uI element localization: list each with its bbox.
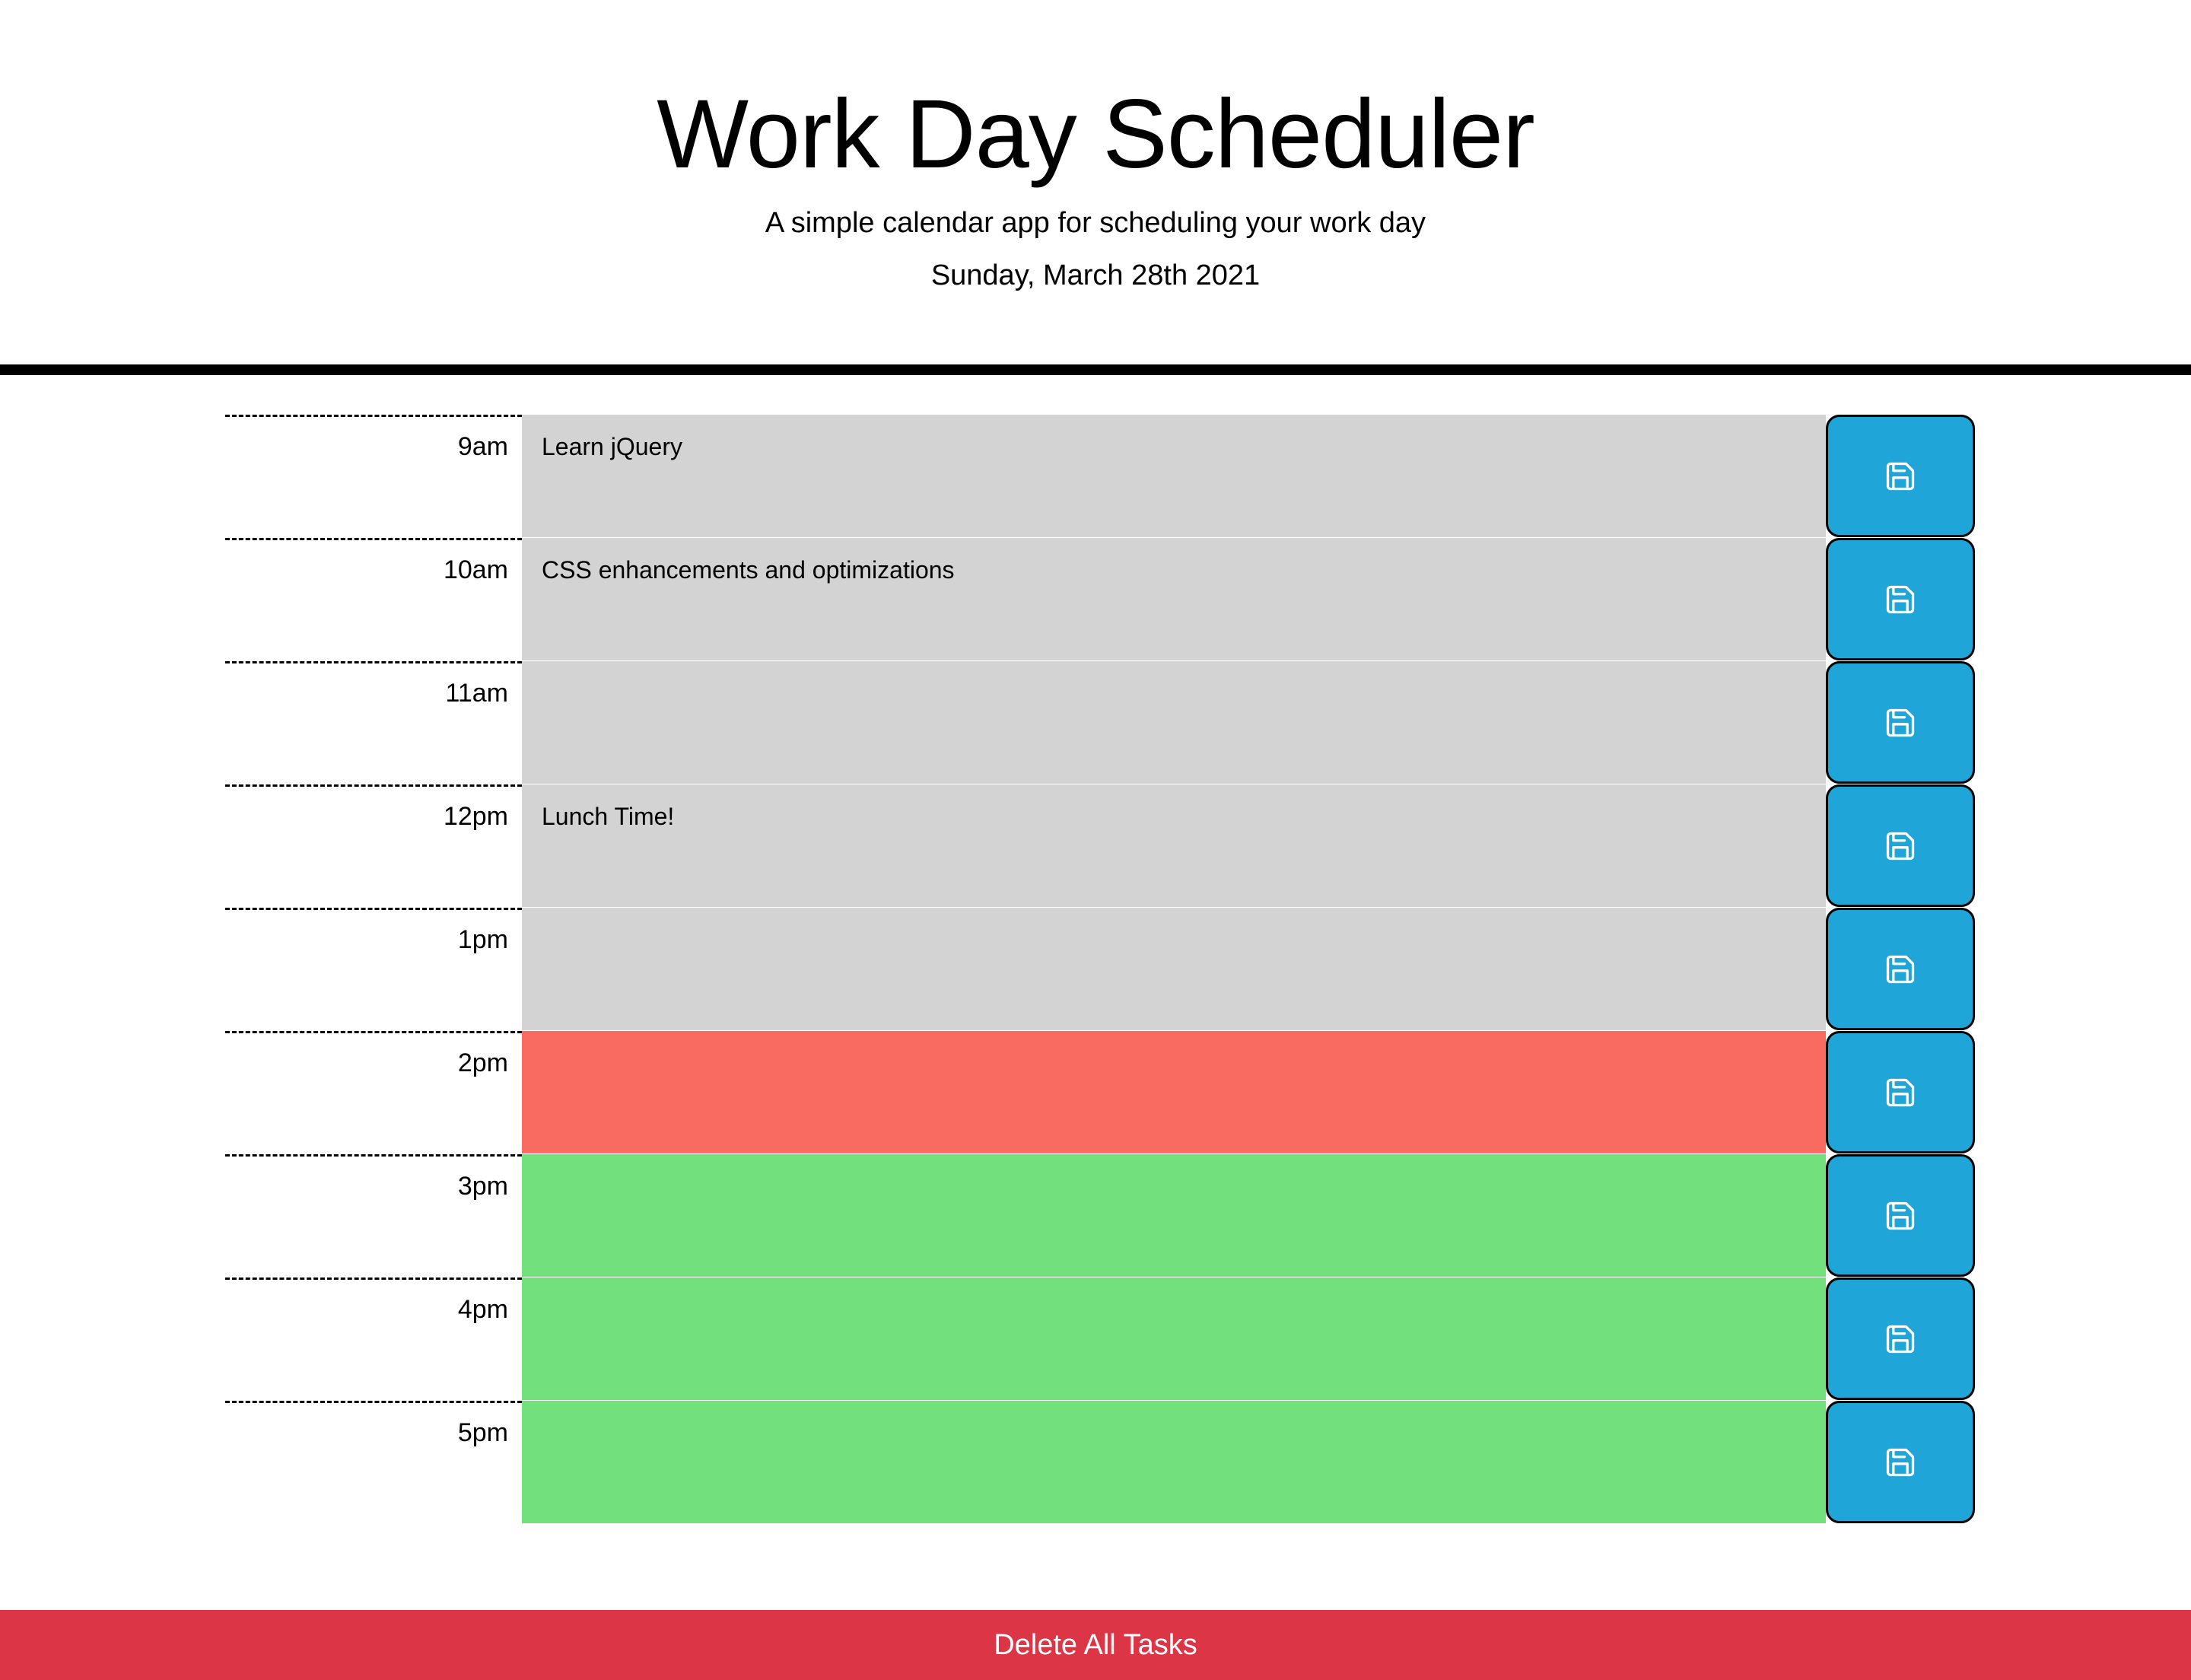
time-block-10am: [225, 538, 1975, 660]
hour-label: 1pm: [225, 908, 522, 1030]
time-block-11am: [225, 661, 1975, 784]
save-icon: [1884, 1199, 1917, 1233]
task-input-5pm[interactable]: [522, 1401, 1826, 1523]
time-block-12pm: [225, 784, 1975, 907]
save-button-1pm[interactable]: [1826, 908, 1975, 1030]
save-icon: [1884, 460, 1917, 493]
hour-label: 5pm: [225, 1401, 522, 1523]
hour-label: 12pm: [225, 784, 522, 907]
hour-label: 10am: [225, 538, 522, 660]
save-icon: [1884, 1076, 1917, 1109]
time-block-5pm: [225, 1401, 1975, 1523]
save-button-11am[interactable]: [1826, 661, 1975, 784]
current-day: Sunday, March 28th 2021: [930, 259, 1261, 292]
task-input-4pm[interactable]: [522, 1278, 1826, 1400]
save-button-10am[interactable]: [1826, 538, 1975, 660]
schedule-container: [0, 415, 2191, 1523]
time-block-9am: [225, 415, 1975, 537]
task-input-3pm[interactable]: [522, 1154, 1826, 1277]
hour-label: 11am: [225, 661, 522, 784]
save-button-4pm[interactable]: [1826, 1278, 1975, 1400]
task-input-10am[interactable]: [522, 538, 1826, 660]
task-input-1pm[interactable]: [522, 908, 1826, 1030]
save-button-5pm[interactable]: [1826, 1401, 1975, 1523]
task-input-9am[interactable]: [522, 415, 1826, 537]
time-block-3pm: [225, 1154, 1975, 1277]
save-button-9am[interactable]: [1826, 415, 1975, 537]
hour-label: 9am: [225, 415, 522, 537]
save-icon: [1884, 1322, 1917, 1356]
save-icon: [1884, 953, 1917, 986]
task-input-12pm[interactable]: [522, 784, 1826, 907]
save-icon: [1884, 829, 1917, 863]
time-block-4pm: [225, 1278, 1975, 1400]
page-header: [0, 0, 2191, 323]
save-icon: [1884, 706, 1917, 740]
hour-label: 2pm: [225, 1031, 522, 1153]
page-subtitle: A simple calendar app for scheduling your work day: [765, 207, 1426, 240]
time-block-1pm: [225, 908, 1975, 1030]
hour-label: 3pm: [225, 1154, 522, 1277]
time-block-2pm: [225, 1031, 1975, 1153]
save-button-2pm[interactable]: [1826, 1031, 1975, 1153]
task-input-2pm[interactable]: [522, 1031, 1826, 1153]
save-icon: [1884, 1446, 1917, 1479]
page-title: Work Day Scheduler: [657, 80, 1534, 189]
save-button-3pm[interactable]: [1826, 1154, 1975, 1277]
task-input-11am[interactable]: [522, 661, 1826, 784]
delete-all-tasks-button[interactable]: Delete All Tasks: [0, 1610, 2191, 1680]
hour-label: 4pm: [225, 1278, 522, 1400]
header-divider: [0, 364, 2191, 375]
save-button-12pm[interactable]: [1826, 784, 1975, 907]
save-icon: [1884, 583, 1917, 616]
